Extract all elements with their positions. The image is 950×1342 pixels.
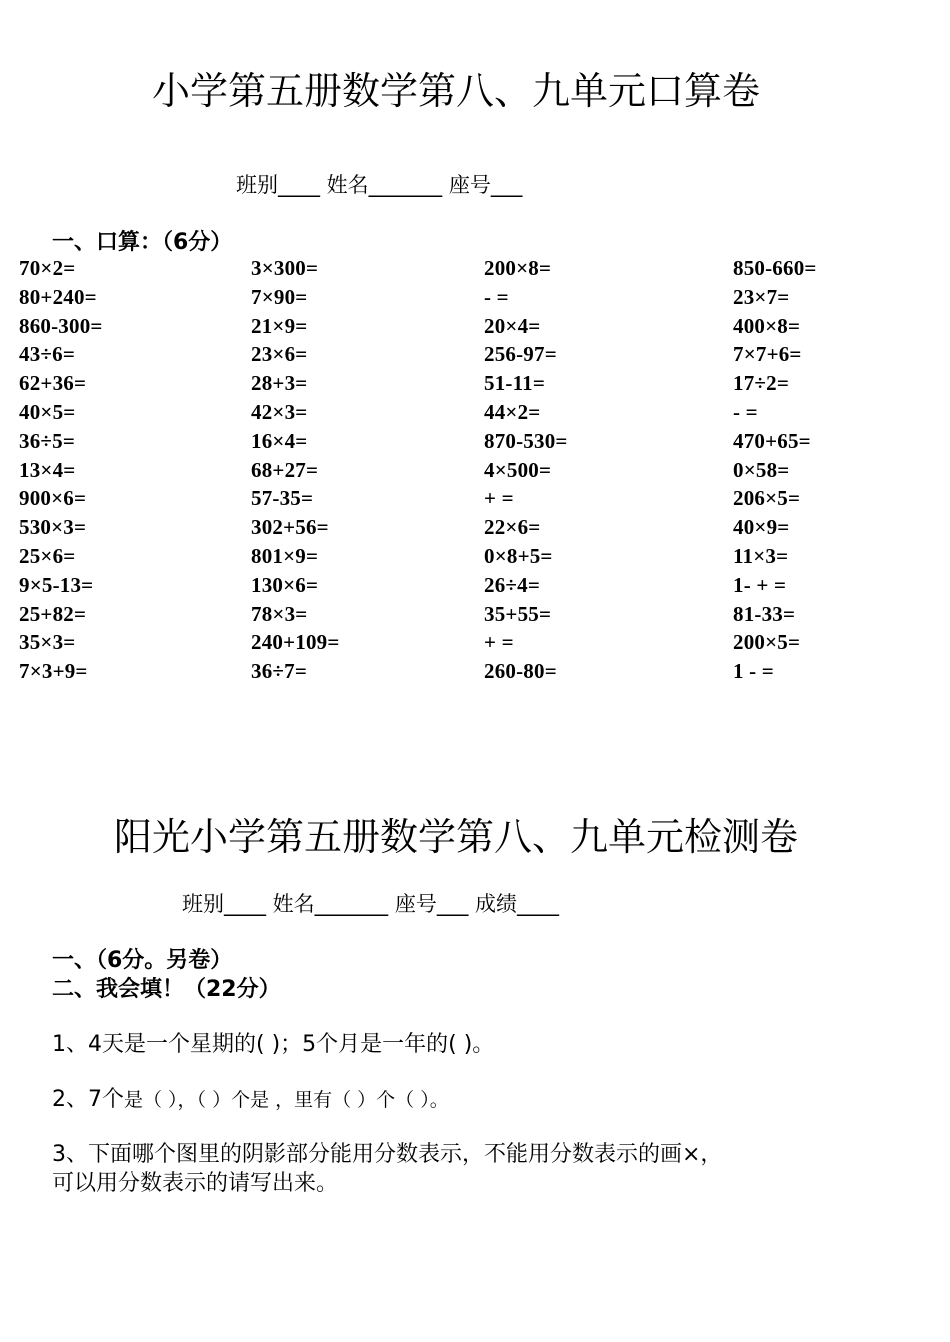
calc-item: 28+3= — [251, 371, 308, 396]
calc-item: 57-35= — [251, 486, 314, 511]
calc-item: 40×9= — [733, 515, 790, 540]
calc-item: 7×3+9= — [19, 659, 88, 684]
calc-item: 68+27= — [251, 457, 319, 482]
calc-item: 13×4= — [19, 457, 76, 482]
calc-item: 850-660= — [733, 256, 817, 280]
calc-item: 9×5-13= — [19, 572, 94, 597]
calc-item: 16×4= — [251, 428, 308, 453]
calc-item: 25+82= — [19, 601, 87, 626]
calc-item: 260-80= — [484, 659, 557, 684]
calc-item: + = — [484, 486, 514, 511]
sheet1-student-info: 班别____ 姓名_______ 座号___ — [236, 173, 523, 197]
calc-item: 3×300= — [251, 256, 319, 280]
question-2-part-a: 2、7个 — [52, 1087, 124, 1112]
calc-item: 26÷4= — [484, 572, 540, 597]
calc-item: 81-33= — [733, 601, 796, 626]
calc-item: 7×90= — [251, 284, 308, 309]
sheet2-section1-heading: 一、（6分。另卷） — [52, 948, 233, 973]
sheet2-section2-heading: 二、我会填！（22分） — [52, 977, 281, 1002]
sheet1-title: 小学第五册数学第八、九单元口算卷 — [152, 69, 761, 113]
calc-item: 302+56= — [251, 515, 329, 540]
calc-item: 51-11= — [484, 371, 546, 396]
calc-item: 17÷2= — [733, 371, 789, 396]
calc-item: 0×58= — [733, 457, 790, 482]
calc-item: 11×3= — [733, 544, 789, 568]
calc-item: 40×5= — [19, 400, 76, 424]
sheet1-section1-heading: 一、口算：（6分） — [52, 230, 233, 255]
calc-item: 206×5= — [733, 486, 801, 511]
calc-item: 0×8+5= — [484, 544, 553, 568]
calc-item: 870-530= — [484, 428, 568, 453]
question-2 — [52, 1082, 449, 1113]
calc-item: 62+36= — [19, 371, 87, 396]
calc-item: 240+109= — [251, 630, 340, 655]
calc-item: + = — [484, 630, 514, 655]
calc-item: 35×3= — [19, 630, 76, 655]
calc-item: 860-300= — [19, 313, 103, 338]
question-2-part-b: 是（ ），（ ）个 — [124, 1089, 251, 1111]
calc-item: 130×6= — [251, 572, 319, 597]
calc-item: 35+55= — [484, 601, 552, 626]
question-2-part-d: 里有（ ）个（ ）。 — [294, 1089, 449, 1111]
calc-item: 44×2= — [484, 400, 541, 424]
calc-item: 23×7= — [733, 284, 790, 309]
calc-item: 1- + = — [733, 572, 787, 597]
calc-item: 200×5= — [733, 630, 801, 655]
calc-item: 22×6= — [484, 515, 541, 540]
calc-item: 78×3= — [251, 601, 308, 626]
calc-item: 20×4= — [484, 313, 541, 338]
calc-item: 256-97= — [484, 342, 557, 367]
question-3-line-2: 可以用分数表示的请写出来。 — [52, 1171, 339, 1196]
question-1: 1、4天是一个星期的( )；5个月是一年的( )。 — [52, 1032, 495, 1057]
calc-item: 900×6= — [19, 486, 87, 511]
calc-item: 36÷7= — [251, 659, 307, 684]
calc-item: 200×8= — [484, 256, 552, 280]
calc-item: 801×9= — [251, 544, 319, 568]
question-2-part-c: 是 ， — [250, 1089, 295, 1111]
calc-item: 4×500= — [484, 457, 552, 482]
calc-item: 23×6= — [251, 342, 308, 367]
calc-item: - = — [484, 284, 509, 309]
calc-item: 43÷6= — [19, 342, 75, 367]
calc-item: 25×6= — [19, 544, 76, 568]
calc-item: 530×3= — [19, 515, 87, 540]
sheet2-student-info: 班别____ 姓名_______ 座号___ 成绩____ — [182, 892, 560, 916]
calc-item: 21×9= — [251, 313, 308, 338]
calc-item: 400×8= — [733, 313, 801, 338]
calc-item: 7×7+6= — [733, 342, 802, 367]
calc-item: 36÷5= — [19, 428, 75, 453]
calc-item: 1 - = — [733, 659, 774, 684]
calc-item: 80+240= — [19, 284, 97, 309]
calc-item: 470+65= — [733, 428, 811, 453]
calc-item: - = — [733, 400, 758, 424]
calc-item: 70×2= — [19, 256, 76, 280]
sheet2-title: 阳光小学第五册数学第八、九单元检测卷 — [114, 815, 799, 859]
calc-item: 42×3= — [251, 400, 308, 424]
question-3-line-1: 3、下面哪个图里的阴影部分能用分数表示，不能用分数表示的画×， — [52, 1142, 723, 1167]
